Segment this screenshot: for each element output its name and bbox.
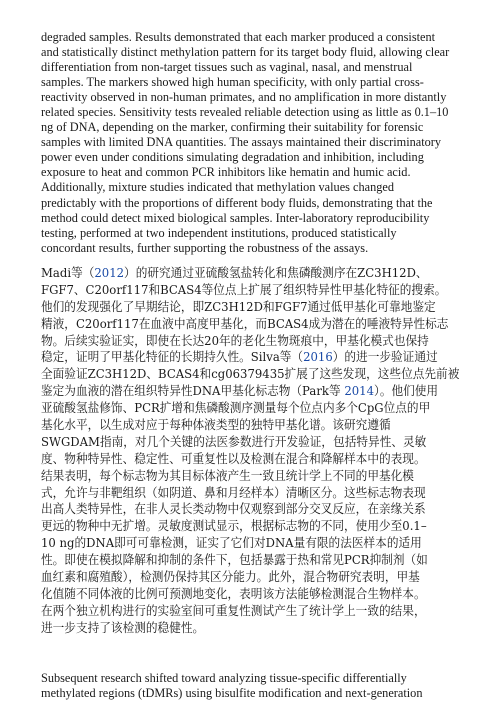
text-line: [41, 180, 449, 195]
text-line: [41, 282, 459, 299]
text-line: [41, 434, 459, 451]
text-segment: reactivity observed in non-human primates, and no amplification in more distantly: [41, 90, 447, 105]
text-segment: ）的进一步验证通过: [332, 350, 438, 365]
text-segment: 血红素和腐殖酸），检测仍保持其区分能力。此外，混合物研究表明，甲基: [41, 570, 420, 585]
text-segment: 度、物种特异性、稳定性、可重复性以及检测在混合和降解样本中的表现。: [41, 451, 426, 466]
citation-year-link[interactable]: 2014: [344, 384, 374, 399]
text-line: [41, 45, 449, 60]
text-line: [41, 120, 449, 135]
text-segment: 更远的物种中无扩增。灵敏度测试显示，根据标志物的不同，使用少至0.1–: [41, 519, 427, 534]
text-line: [41, 265, 459, 282]
text-segment: 全面验证ZC3H12D、BCAS4和cg06379435扩展了这些发现，这些位点先前被: [41, 367, 460, 382]
text-line: [41, 75, 449, 90]
text-segment: samples. The markers showed high human specificity, with only partial cross-: [41, 75, 424, 90]
text-line: [41, 333, 459, 350]
paragraph-chinese-translation: [41, 265, 482, 637]
citation-year-link[interactable]: 2016: [303, 350, 333, 365]
text-segment: Subsequent research shifted toward analyzing tissue-specific differentially: [41, 671, 407, 685]
text-segment: ）。他们使用: [373, 384, 439, 399]
text-line: [41, 135, 449, 150]
text-segment: Madi等（: [41, 266, 95, 280]
paragraph-english-results: [41, 30, 449, 256]
text-segment: degraded samples. Results demonstrated that each marker produced a consistent: [41, 30, 436, 44]
text-line: [41, 90, 449, 105]
text-segment: 10 ng的DNA即可可靠检测，证实了它们对DNA量有限的法医样本的适用: [41, 536, 422, 551]
text-line: [41, 60, 449, 75]
text-segment: and statistically distinct methylation pattern for its target body fluid, allowing clear: [41, 45, 450, 60]
paragraph-english-subsequent: [41, 671, 422, 701]
text-segment: 鉴定为血液的潜在组织特异性DNA甲基化标志物（Park等: [41, 384, 345, 399]
text-line: [41, 316, 459, 333]
text-line: [41, 150, 449, 165]
text-segment: 物。后续实验证实，即使在长达20年的老化生物斑痕中，甲基化模式也保持: [41, 333, 429, 348]
text-line: [41, 105, 449, 120]
text-segment: 化值随不同体液的比例可预测地变化，表明该方法能够检测混合生物样本。: [41, 586, 426, 601]
text-line: [41, 299, 459, 316]
text-segment: 基化水平，以生成对应于每种体液类型的独特甲基化谱。该研究遵循: [41, 418, 391, 433]
text-line: [41, 552, 459, 569]
text-segment: 稳定，证明了甲基化特征的长期持久性。Silva等（: [41, 350, 304, 365]
text-segment: concordant results, further supporting the robustness of the assays.: [41, 240, 369, 255]
text-line: [41, 165, 449, 180]
text-line: [41, 671, 422, 686]
text-line: [41, 400, 459, 417]
text-segment: power even under conditions simulating degradation and inhibition, including: [41, 150, 424, 165]
text-segment: testing, performed at two independent institutions, produced statistically: [41, 225, 397, 240]
text-segment: differentiation from non-target tissues such as vaginal, nasal, and menstrual: [41, 60, 413, 75]
text-segment: 他们的发现强化了早期结论，即ZC3H12D和FGF7通过低甲基化可靠地鉴定: [41, 299, 436, 314]
text-line: [41, 366, 459, 383]
text-line: [41, 349, 459, 366]
text-line: [41, 535, 459, 552]
text-segment: SWGDAM指南，对几个关键的法医参数进行开发验证，包括特异性、灵敏: [41, 434, 427, 449]
text-segment: samples with limited DNA quantities. The assays maintained their discriminatory: [41, 135, 442, 150]
text-line: [41, 30, 449, 45]
text-segment: ng of DNA, depending on the marker, confirming their suitability for forensic: [41, 120, 424, 135]
text-segment: methylated regions (tDMRs) using bisulfite modification and next-generation: [41, 686, 423, 701]
text-segment: 式，允许与非靶组织（如阴道、鼻和月经样本）清晰区分。这些标志物表现: [41, 485, 426, 500]
text-segment: ）的研究通过亚硫酸氢盐转化和焦磷酸测序在ZC3H12D、: [124, 266, 428, 280]
text-line: [41, 569, 459, 586]
text-line: [41, 620, 459, 637]
text-segment: 出高人类特异性，在非人灵长类动物中仅观察到部分交叉反应，在亲缘关系: [41, 502, 426, 517]
text-segment: 结果表明，每个标志物为其目标体液产生一致且统计学上不同的甲基化模: [41, 468, 414, 483]
text-line: [41, 586, 459, 603]
text-segment: method could detect mixed biological samples. Inter-laboratory reproducibility: [41, 210, 430, 225]
text-line: [41, 501, 459, 518]
text-line: [41, 451, 459, 468]
text-line: [41, 196, 449, 211]
text-line: [41, 518, 459, 535]
text-line: [41, 241, 449, 256]
text-segment: 性。即使在模拟降解和抑制的条件下，包括暴露于热和常见PCR抑制剂（如: [41, 553, 428, 568]
text-segment: predictably with the proportions of different body fluids, demonstrating that the: [41, 195, 433, 210]
text-segment: 在两个独立机构进行的实验室间可重复性测试产生了统计学上一致的结果，: [41, 603, 426, 618]
text-line: [41, 686, 422, 701]
text-line: [41, 468, 459, 485]
text-segment: Additionally, mixture studies indicated that methylation values changed: [41, 180, 394, 195]
text-line: [41, 603, 459, 620]
text-line: [41, 417, 459, 434]
text-line: [41, 211, 449, 226]
text-line: [41, 383, 459, 400]
text-line: [41, 226, 449, 241]
text-segment: 精液，C20orf117在血液中高度甲基化，而BCAS4成为潜在的唾液特异性标志: [41, 316, 449, 331]
text-segment: exposure to heat and common PCR inhibitors like hematin and humic acid.: [41, 165, 411, 180]
text-segment: 亚硫酸氢盐修饰、PCR扩增和焦磷酸测序测量每个位点内多个CpG位点的甲: [41, 401, 431, 416]
text-segment: related species. Sensitivity tests revealed reliable detection using as little as 0.1–10: [41, 105, 449, 120]
citation-year-link[interactable]: 2012: [94, 266, 125, 280]
text-segment: 进一步支持了该检测的稳健性。: [41, 620, 205, 635]
text-line: [41, 485, 459, 502]
text-segment: FGF7、C20orf117和BCAS4等位点上扩展了组织特异性甲基化特征的搜索。: [41, 282, 447, 297]
